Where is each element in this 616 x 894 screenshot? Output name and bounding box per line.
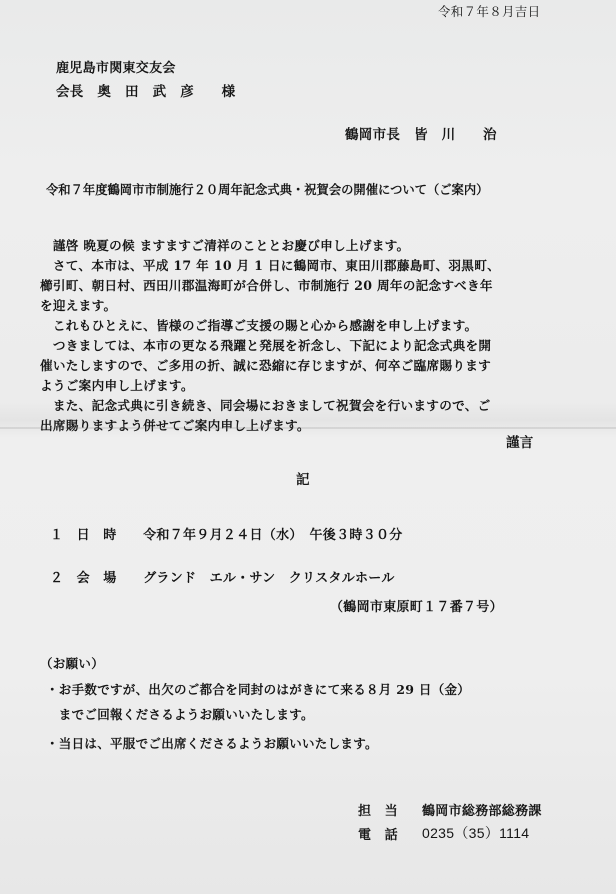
recipient-organization: 鹿児島市関東交友会 bbox=[56, 61, 176, 76]
body-line-4: を迎えます。 bbox=[40, 298, 117, 313]
body-line-9: また、記念式典に引き続き、同会場におきまして祝賀会を行いますので、ご bbox=[40, 398, 491, 413]
letter-subject: 令和７年度鶴岡市市制施行２０周年記念式典・祝賀会の開催について（ご案内） bbox=[46, 182, 489, 197]
ki-heading: 記 bbox=[296, 472, 310, 488]
request-header: （お願い） bbox=[40, 656, 105, 671]
body-line-3: 櫛引町、朝日村、西田川郡温海町が合併し、市制施行 20 周年の記念すべき年 bbox=[40, 278, 493, 293]
phone-number: 0235（35）1114 bbox=[422, 825, 530, 841]
schedule-item-datetime: １ 日 時 令和７年９月２４日（水） 午後３時３０分 bbox=[50, 528, 403, 543]
letter-date: 令和７年８月吉日 bbox=[438, 4, 541, 19]
body-line-10: 出席賜りますよう併せてご案内申し上げます。 bbox=[40, 418, 310, 433]
venue-address: （鶴岡市東原町１７番７号） bbox=[330, 600, 503, 615]
phone-label: 電 話 bbox=[358, 828, 398, 843]
schedule-item-venue: ２ 会 場 グランド エル・サン クリスタルホール bbox=[50, 571, 395, 586]
body-line-8: ようご案内申し上げます。 bbox=[40, 378, 194, 393]
closing-word: 謹言 bbox=[506, 435, 534, 451]
request-line-2: までご回報くださるようお願いいたします。 bbox=[46, 707, 314, 722]
body-line-7: 催いたしますので、ご多用の折、誠に恐縮に存じますが、何卒ご臨席賜ります bbox=[40, 358, 492, 373]
contact-label: 担 当 bbox=[358, 804, 398, 819]
request-line-1: ・お手数ですが、出欠のご都合を同封のはがきにて来る８月 29 日（金） bbox=[46, 682, 471, 697]
body-line-5: これもひとえに、皆様のご指導ご支援の賜と心から感謝を申し上げます。 bbox=[40, 318, 478, 333]
body-line-6: つきましては、本市の更なる飛躍と発展を祈念し、下記により記念式典を開 bbox=[40, 338, 492, 353]
request-line-3: ・当日は、平服でご出席くださるようお願いいたします。 bbox=[46, 736, 378, 751]
body-line-2: さて、本市は、平成 17 年 10 月 1 日に鶴岡市、東田川郡藤島町、羽黒町、 bbox=[40, 258, 500, 273]
contact-department: 鶴岡市総務部総務課 bbox=[422, 804, 542, 819]
paper-fold bbox=[0, 427, 616, 429]
recipient-name: 会長 奥 田 武 彦 様 bbox=[56, 84, 236, 100]
sender-name: 鶴岡市長 皆 川 治 bbox=[345, 127, 497, 143]
body-line-1: 謹啓 晩夏の候 ますますご清祥のこととお慶び申し上げます。 bbox=[40, 238, 410, 253]
